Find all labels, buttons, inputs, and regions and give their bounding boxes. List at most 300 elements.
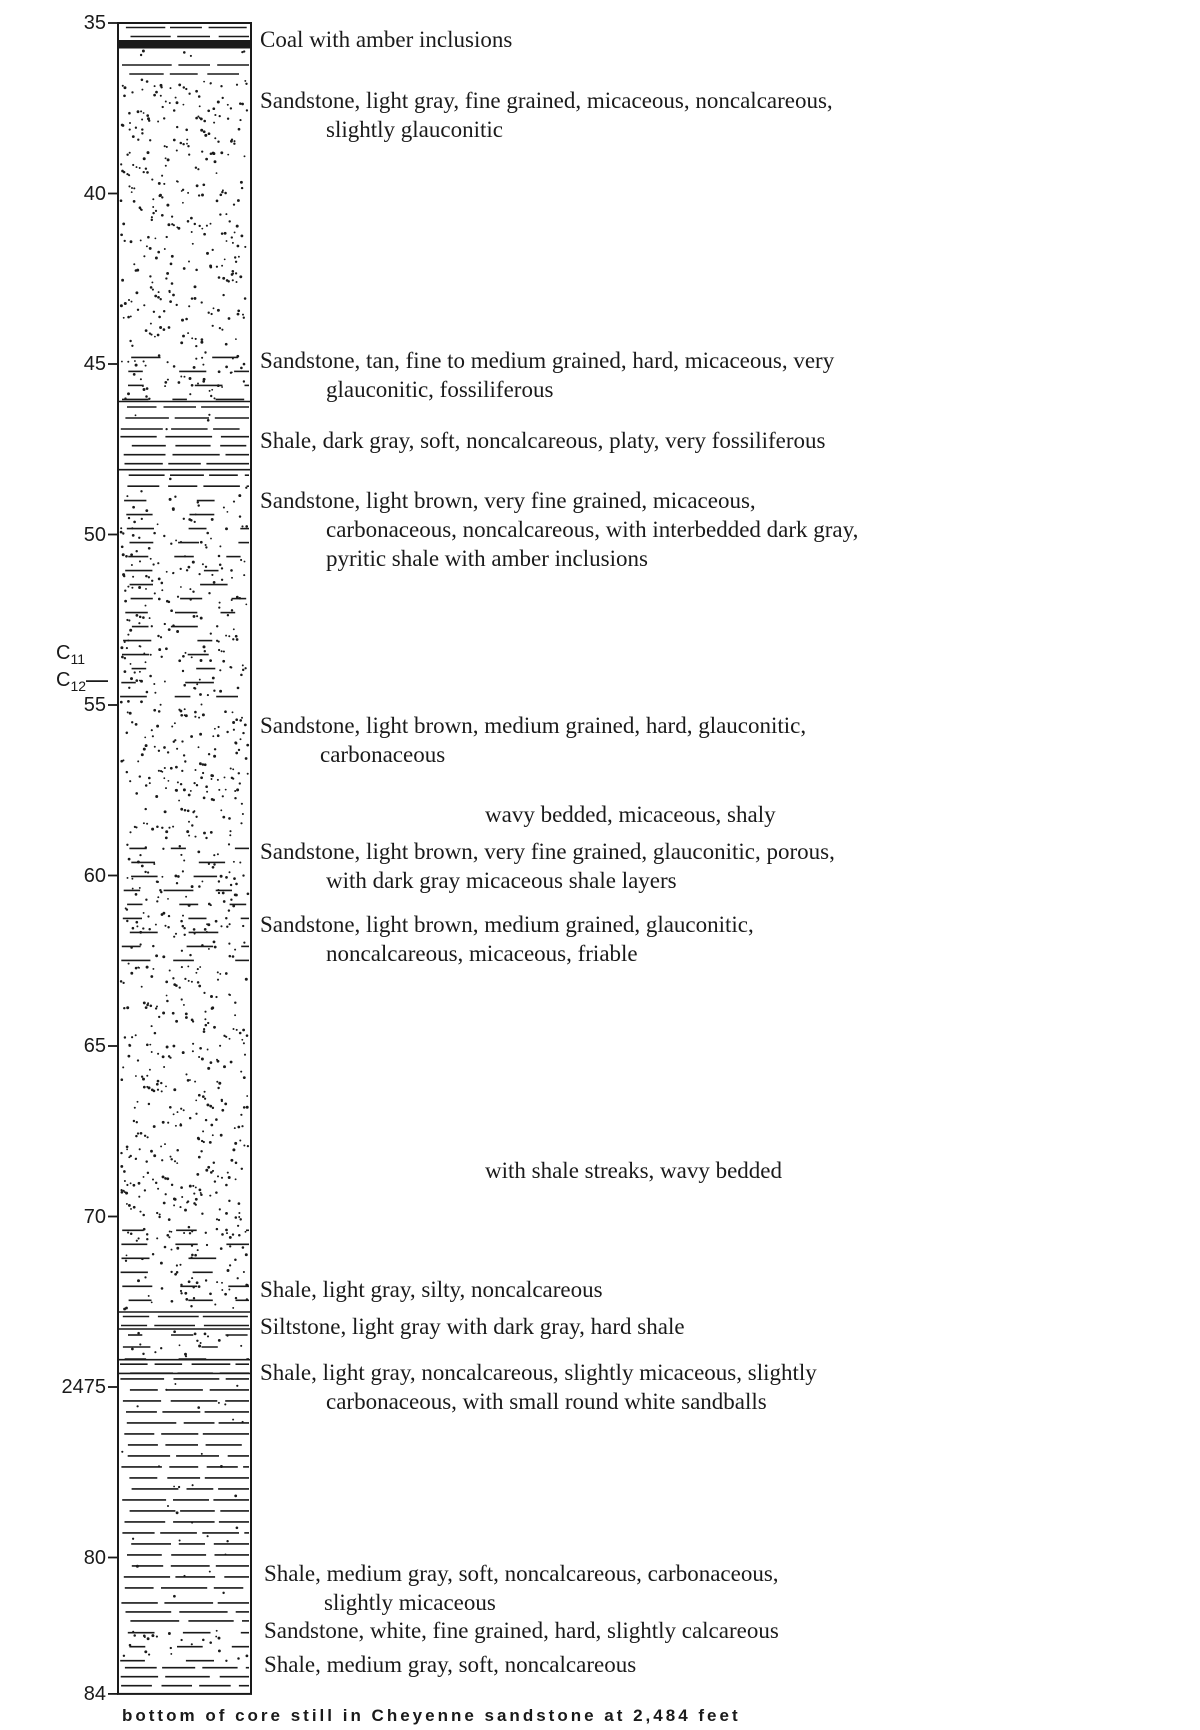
sand-dot [226, 731, 228, 733]
sand-dot [201, 150, 203, 152]
sand-dot [177, 596, 179, 598]
sand-dot [199, 762, 202, 765]
sand-dot [171, 255, 174, 258]
sand-dot [185, 1073, 187, 1075]
sand-dot [183, 1004, 185, 1006]
sand-dot [142, 1214, 145, 1217]
sand-dot [181, 966, 183, 968]
sand-dot [201, 357, 203, 359]
sand-dot [227, 511, 229, 513]
sand-dot [127, 1055, 130, 1058]
sand-dot [239, 275, 242, 278]
sand-dot [141, 986, 143, 988]
sand-dot [198, 885, 201, 888]
sand-dot [228, 843, 230, 845]
sand-dot [183, 788, 186, 791]
sand-dot [203, 832, 206, 835]
sand-dot [189, 1117, 192, 1120]
sand-dot [221, 386, 223, 388]
sand-dot [164, 767, 166, 769]
sand-dot [139, 645, 141, 647]
sand-dot [135, 967, 138, 970]
sand-dot [130, 1208, 132, 1210]
sand-dot [174, 874, 177, 877]
sand-dot [151, 1301, 153, 1303]
sand-dot [136, 1565, 139, 1568]
sand-dot [220, 925, 222, 927]
sand-dot [136, 166, 138, 168]
sand-dot [195, 816, 197, 818]
sand-dot [156, 1237, 158, 1239]
sand-dot [177, 1111, 179, 1113]
sand-dot [136, 1240, 138, 1242]
sand-dot [148, 119, 150, 121]
sand-dot [137, 966, 139, 968]
sand-dot [167, 223, 170, 226]
sand-dot [180, 808, 183, 811]
sand-dot [195, 345, 197, 347]
sand-dot [157, 1080, 160, 1083]
sand-dot [216, 1218, 218, 1220]
sand-dot [216, 1228, 218, 1230]
sand-dot [183, 104, 185, 106]
sand-dot [188, 261, 190, 263]
sand-dot [192, 1043, 194, 1045]
sand-dot [192, 561, 195, 564]
sand-dot [170, 1158, 172, 1160]
sand-dot [195, 90, 198, 93]
sand-dot [214, 1303, 216, 1305]
sand-dot [235, 1297, 237, 1299]
sand-dot [193, 687, 195, 689]
sand-dot [234, 256, 236, 258]
silt-dot [194, 1333, 197, 1336]
sand-dot [234, 1014, 236, 1016]
sand-dot [158, 354, 161, 357]
sand-dot [167, 361, 169, 363]
sand-dot [188, 980, 190, 982]
sand-dot [129, 152, 131, 154]
sand-dot [122, 982, 124, 984]
sand-dot [202, 1095, 205, 1098]
sand-dot [157, 1188, 159, 1190]
sand-dot [191, 1254, 194, 1257]
sand-dot [145, 1160, 147, 1162]
sand-dot [136, 925, 138, 927]
sand-dot [124, 590, 126, 592]
sand-dot [241, 1168, 243, 1170]
sand-dot [245, 603, 247, 605]
sand-dot [175, 766, 178, 769]
desc-sandstone-light-brown-1: Sandstone, light brown, very fine grained, micaceous, carbonaceous, noncalcareous, with interbedded dark gray, pyritic shale with amber inclusions [260, 488, 859, 571]
sand-dot [169, 102, 171, 104]
sand-dot [236, 281, 238, 283]
sand-dot [120, 304, 123, 307]
sand-dot [138, 586, 141, 589]
sand-dot [146, 114, 149, 117]
sand-dot [146, 80, 149, 83]
sand-dot [166, 1000, 169, 1003]
sand-dot [204, 1091, 206, 1093]
sand-dot [166, 1234, 169, 1237]
sand-dot [157, 121, 159, 123]
sand-dot [239, 119, 241, 121]
sand-dot [152, 945, 154, 947]
sand-dot [237, 1277, 239, 1279]
sand-dot [214, 728, 216, 730]
sand-dot [149, 675, 152, 678]
desc-shale-light-gray-silty: Shale, light gray, silty, noncalcareous [260, 1277, 603, 1302]
sand-dot [235, 1162, 238, 1165]
depth-tick-label: 2475 [61, 1376, 106, 1398]
sand-dot [130, 240, 133, 243]
sand-dot [180, 568, 182, 570]
silt-dot [173, 1330, 176, 1333]
sand-dot [165, 277, 167, 279]
sand-dot [235, 272, 237, 274]
sand-dot [126, 647, 128, 649]
sand-dot [150, 975, 153, 978]
sand-dot [124, 240, 126, 242]
sand-dot [130, 663, 132, 665]
sand-dot [230, 899, 232, 901]
sand-dot [158, 598, 161, 601]
sand-dot [143, 171, 145, 173]
sand-dot [198, 717, 200, 719]
sand-dot [197, 1249, 199, 1251]
sand-dot [124, 1180, 126, 1182]
sand-dot [162, 848, 164, 850]
sand-dot [129, 340, 131, 342]
sand-dot [210, 1171, 213, 1174]
sand-dot [227, 104, 229, 106]
sand-dot [181, 770, 183, 772]
sand-dot [155, 1182, 157, 1184]
silt-dot [204, 1333, 207, 1336]
sand-dot [133, 263, 135, 265]
sand-dot [152, 1253, 154, 1255]
sand-dot [165, 1085, 167, 1087]
sand-dot [223, 1065, 226, 1068]
sand-dot [132, 534, 135, 537]
sand-dot [166, 146, 168, 148]
sand-dot [222, 277, 225, 280]
sand-dot [240, 181, 243, 184]
sand-dot [195, 338, 197, 340]
sand-dot [120, 527, 122, 529]
sand-dot [218, 892, 220, 894]
sand-dot [135, 679, 138, 682]
sand-dot [125, 1307, 128, 1310]
sand-dot [145, 744, 148, 747]
sand-dot [239, 1032, 242, 1035]
sand-dot [211, 778, 213, 780]
sand-dot [224, 1103, 227, 1106]
sand-dot [147, 236, 150, 239]
sand-dot [233, 140, 235, 142]
sand-dot [203, 797, 206, 800]
sand-dot [230, 767, 232, 769]
sand-dot [225, 635, 227, 637]
sand-dot [187, 145, 189, 147]
sand-dot [245, 525, 248, 528]
sand-dot [131, 91, 133, 93]
sand-dot [139, 167, 141, 169]
sand-dot [137, 1132, 139, 1134]
sand-dot [205, 1024, 208, 1027]
sand-dot [166, 236, 168, 238]
sand-dot [210, 313, 212, 315]
sand-dot [146, 1086, 148, 1088]
sand-dot [154, 336, 156, 338]
sand-dot [192, 1050, 194, 1052]
silt-dot [185, 1355, 187, 1357]
sand-dot [155, 257, 158, 260]
sand-dot [146, 387, 149, 390]
sand-dot [139, 1148, 141, 1150]
note-wavy-bedded: wavy bedded, micaceous, shaly [485, 802, 776, 827]
sand-dot [161, 196, 163, 198]
sand-dot [198, 1056, 200, 1058]
sand-dot [127, 1232, 129, 1234]
sand-dot [149, 1004, 152, 1007]
sand-dot [233, 729, 235, 731]
sand-dot [168, 1236, 170, 1238]
sand-dot [236, 638, 239, 641]
sand-dot [216, 625, 218, 627]
sand-dot [144, 736, 146, 738]
sand-dot [234, 949, 236, 951]
sand-dot [137, 139, 139, 141]
sand-dot [194, 836, 196, 838]
sand-dot [207, 419, 210, 422]
sand-dot [221, 567, 223, 569]
sand-dot [132, 927, 135, 930]
sand-dot [172, 294, 175, 297]
sand-dot [203, 1030, 206, 1033]
sand-dot [137, 110, 140, 113]
sand-dot [210, 1061, 213, 1064]
sand-dot [142, 1078, 145, 1081]
sand-dot [139, 854, 141, 856]
sand-dot [170, 1271, 172, 1273]
sand-dot [180, 1292, 182, 1294]
sand-dot [228, 220, 230, 222]
sand-dot [135, 792, 138, 795]
sand-dot [244, 155, 246, 157]
sand-dot [170, 87, 172, 89]
sand-dot [139, 775, 141, 777]
sand-dot [191, 656, 193, 658]
sand-dot [217, 1060, 220, 1063]
sand-dot [203, 233, 206, 236]
sand-dot [152, 289, 154, 291]
sand-dot [183, 86, 185, 88]
sand-dot [158, 316, 161, 319]
sand-dot [203, 1028, 205, 1030]
sand-dot [155, 795, 158, 798]
sand-dot [120, 531, 123, 534]
sand-dot [131, 187, 133, 189]
sand-dot [234, 1127, 236, 1129]
sand-dot [131, 345, 133, 347]
sand-dot [225, 1660, 227, 1662]
sand-dot [196, 683, 198, 685]
sand-dot [145, 329, 148, 332]
sand-dot [241, 51, 243, 53]
sand-dot [192, 1484, 194, 1486]
sand-dot [214, 1180, 216, 1182]
sand-dot [196, 615, 198, 617]
sand-dot [153, 709, 156, 712]
sand-dot [219, 213, 221, 215]
sand-dot [131, 1036, 133, 1038]
sand-dot [182, 202, 184, 204]
sand-dot [232, 1233, 234, 1235]
sand-dot [188, 93, 190, 95]
sand-dot [214, 137, 216, 139]
sand-dot [233, 1028, 235, 1030]
sand-dot [229, 1264, 231, 1266]
sand-dot [139, 560, 141, 562]
sand-dot [127, 586, 129, 588]
sand-dot [216, 172, 218, 174]
sand-dot [133, 373, 136, 376]
sand-dot [233, 877, 236, 880]
sand-dot [145, 661, 147, 663]
sand-dot [241, 717, 243, 719]
sand-dot [206, 791, 208, 793]
sand-dot [194, 223, 196, 225]
sand-dot [193, 928, 196, 931]
sand-dot [199, 1047, 202, 1050]
sand-dot [159, 194, 162, 197]
sand-dot [154, 592, 156, 594]
sand-dot [180, 783, 182, 785]
sand-dot [195, 1204, 197, 1206]
sand-dot [152, 968, 154, 970]
sand-dot [126, 173, 128, 175]
sand-dot [168, 1055, 170, 1057]
sand-dot [167, 1505, 169, 1507]
sand-dot [219, 602, 221, 604]
sand-dot [239, 719, 242, 722]
sand-dot [191, 1019, 194, 1022]
sand-dot [232, 279, 234, 281]
sand-dot [215, 920, 218, 923]
sand-dot [217, 971, 219, 973]
depth-tick-label: 65 [83, 1035, 106, 1057]
sand-dot [152, 563, 154, 565]
sand-dot [206, 225, 208, 227]
sand-dot [139, 206, 142, 209]
sand-dot [187, 1079, 190, 1082]
sand-dot [240, 559, 242, 561]
sand-dot [190, 735, 193, 738]
sand-dot [226, 1540, 228, 1542]
sand-dot [175, 539, 177, 541]
sand-dot [143, 822, 145, 824]
sand-dot [181, 740, 183, 742]
sand-dot [145, 395, 148, 398]
sand-dot [194, 521, 196, 523]
sand-dot [189, 954, 191, 956]
sand-dot [147, 151, 150, 154]
sand-dot [145, 605, 147, 607]
sand-dot [122, 223, 125, 226]
sand-dot [216, 266, 218, 268]
sand-dot [183, 1232, 185, 1234]
sand-dot [181, 950, 183, 952]
sand-dot [175, 1125, 177, 1127]
sand-dot [156, 1083, 159, 1086]
sand-dot [173, 983, 176, 986]
sand-dot [226, 1232, 228, 1234]
sand-dot [206, 923, 208, 925]
sand-dot [228, 635, 230, 637]
sand-dot [153, 1154, 156, 1157]
sand-dot [167, 1122, 169, 1124]
sand-dot [144, 808, 146, 810]
sand-dot [192, 811, 194, 813]
sand-dot [194, 297, 197, 300]
depth-tick-label: 35 [83, 12, 106, 34]
sand-dot [151, 1089, 154, 1092]
sand-dot [130, 972, 133, 975]
coal-bed [118, 40, 251, 49]
sand-dot [191, 1277, 193, 1279]
sand-dot [187, 810, 190, 813]
sand-dot [201, 1058, 204, 1061]
sand-dot [196, 784, 198, 786]
sand-dot [164, 381, 167, 384]
sand-dot [228, 993, 230, 995]
sand-dot [237, 1126, 240, 1129]
sand-dot [194, 1254, 197, 1257]
sand-dot [138, 1196, 140, 1198]
sand-dot [196, 184, 199, 187]
sand-dot [173, 365, 176, 368]
sand-dot [220, 875, 223, 878]
sand-dot [120, 1152, 122, 1154]
sand-dot [242, 1246, 245, 1249]
sand-dot [138, 537, 140, 539]
sand-dot [227, 154, 229, 156]
sand-dot [205, 544, 207, 546]
sand-dot [154, 85, 156, 87]
sand-dot [148, 1103, 150, 1105]
sand-dot [126, 1255, 128, 1257]
sand-dot [195, 1113, 197, 1115]
sand-dot [205, 1169, 208, 1172]
sand-dot [120, 163, 122, 165]
sand-dot [148, 1654, 150, 1656]
sand-dot [201, 194, 204, 197]
sand-dot [149, 1069, 151, 1071]
sand-dot [135, 127, 137, 129]
sand-dot [191, 384, 194, 387]
sand-dot [151, 625, 153, 627]
sand-dot [215, 1191, 218, 1194]
sand-dot [221, 650, 223, 652]
sand-dot [237, 245, 240, 248]
sand-dot [127, 392, 130, 395]
sand-dot [242, 669, 244, 671]
sand-dot [189, 1185, 192, 1188]
sand-dot [137, 1059, 139, 1061]
sand-dot [166, 1177, 169, 1180]
sand-dot [126, 908, 128, 910]
